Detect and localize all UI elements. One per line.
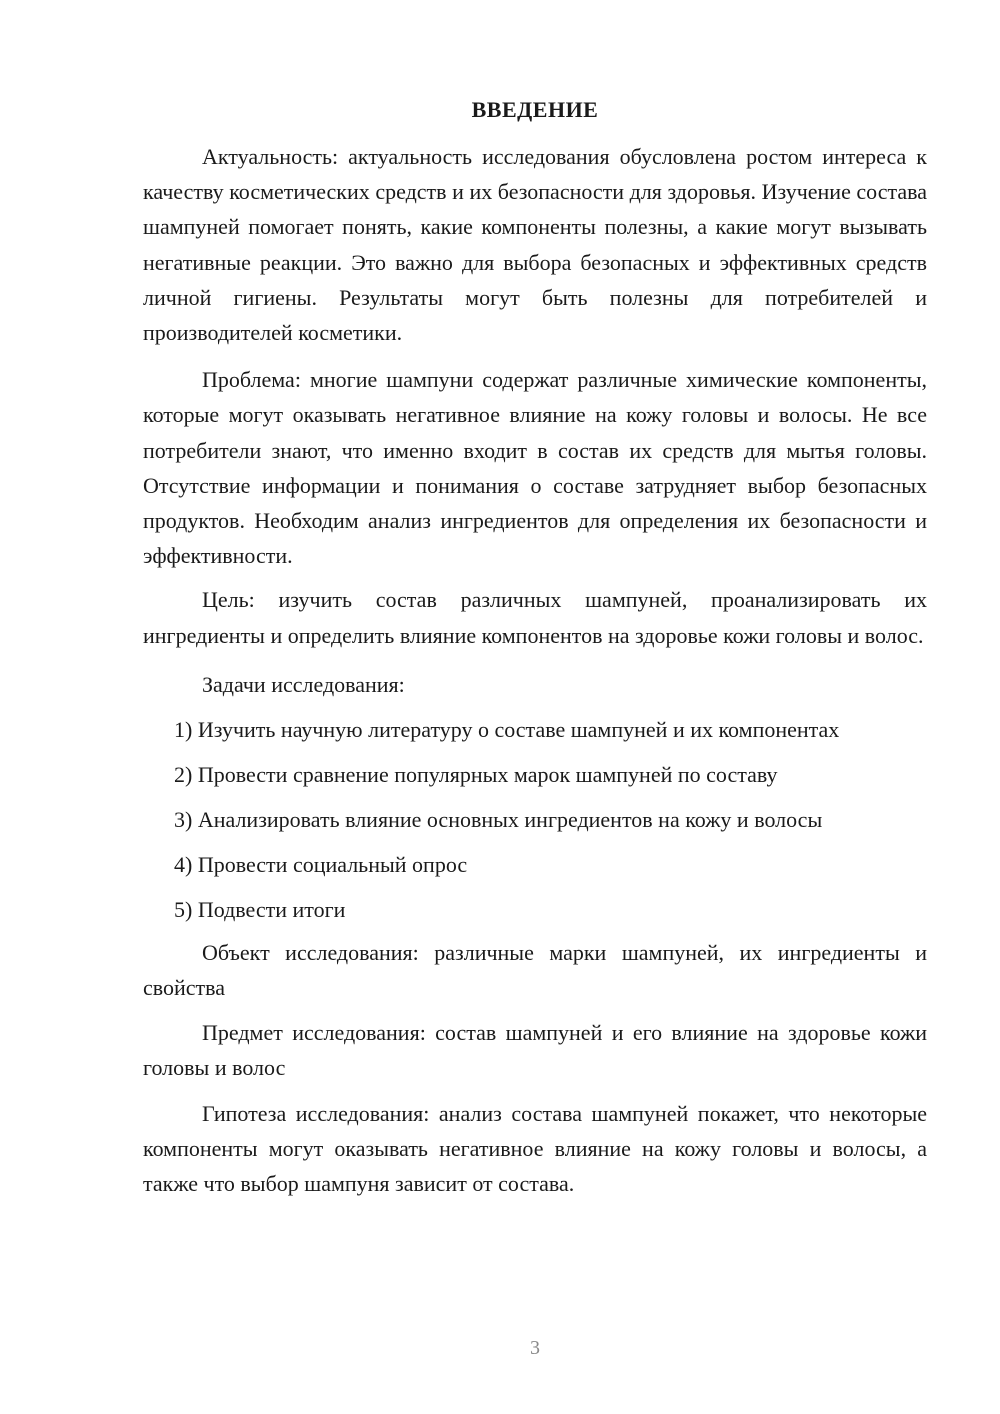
document-body bbox=[143, 95, 927, 1201]
task-item: 4) Провести социальный опрос bbox=[174, 851, 468, 877]
task-item: 5) Подвести итоги bbox=[174, 896, 346, 922]
tasks-heading: Задачи исследования: bbox=[202, 671, 405, 697]
task-item: 3) Анализировать влияние основных ингредиентов на кожу и волосы bbox=[174, 806, 823, 832]
page-title: ВВЕДЕНИЕ bbox=[471, 97, 599, 122]
hypothesis-paragraph: Гипотеза исследования: анализ состава шампуней покажет, что некоторые компоненты могут оказывать негативное влияние на кожу головы и волосы, а также что выбор шампуня зависит от состава. bbox=[143, 1100, 927, 1197]
object-paragraph: Объект исследования: различные марки шампуней, их ингредиенты и свойства bbox=[143, 939, 927, 1001]
task-item: 1) Изучить научную литературу о составе шампуней и их компонентах bbox=[174, 716, 840, 742]
goal-paragraph: Цель: изучить состав различных шампуней, проанализировать их ингредиенты и определить влияние компонентов на здоровье кожи головы и волос. bbox=[143, 587, 927, 648]
relevance-paragraph: Актуальность: актуальность исследования обусловлена ростом интереса к качеству косметических средств и их безопасности для здоровья. Изучение состава шампуней помогает понять, какие компоненты полезны, а какие могут вызывать негативные реакции. Это важно для выбора безопасных и эффективных средств личной гигиены. Результаты могут быть полезны для потребителей и производителей косметики. bbox=[143, 144, 927, 346]
problem-paragraph: Проблема: многие шампуни содержат различные химические компоненты, которые могут оказывать негативное влияние на кожу головы и волосы. Не все потребители знают, что именно входит в состав их средств для мытья головы. Отсутствие информации и понимания о составе затрудняет выбор безопасных продуктов. Необходим анализ ингредиентов для определения их безопасности и эффективности. bbox=[143, 367, 927, 569]
tasks-list bbox=[143, 715, 927, 925]
subject-paragraph: Предмет исследования: состав шампуней и его влияние на здоровье кожи головы и волос bbox=[143, 1020, 927, 1081]
task-item: 2) Провести сравнение популярных марок шампуней по составу bbox=[174, 761, 778, 787]
page-number: 3 bbox=[530, 1337, 540, 1359]
